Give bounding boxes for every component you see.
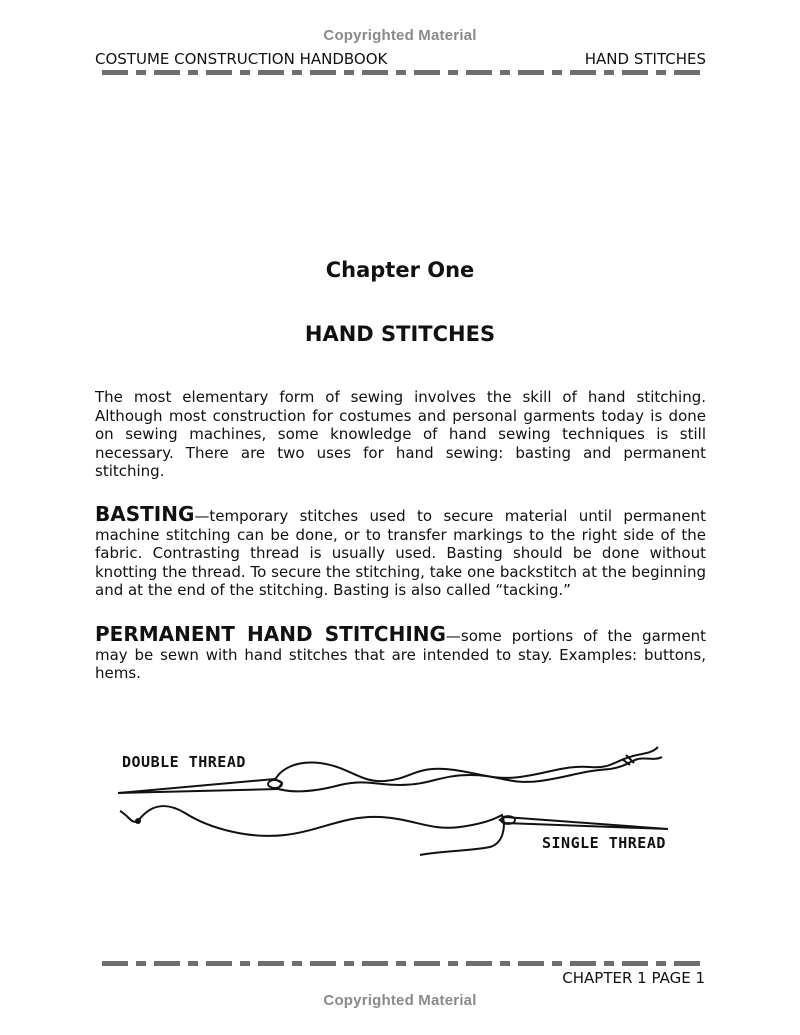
header-dashed-rule bbox=[102, 70, 708, 75]
double-thread-label: DOUBLE THREAD bbox=[122, 753, 246, 771]
watermark-bottom: Copyrighted Material bbox=[323, 992, 477, 1009]
double-thread-needle-icon bbox=[118, 779, 282, 793]
header-book-title: COSTUME CONSTRUCTION HANDBOOK bbox=[95, 50, 388, 68]
basting-term: BASTING bbox=[95, 502, 195, 526]
needle-thread-illustration bbox=[110, 735, 680, 865]
watermark-top: Copyrighted Material bbox=[323, 27, 477, 44]
permanent-stitching-term: PERMANENT HAND STITCHING bbox=[95, 622, 446, 646]
intro-paragraph: The most elementary form of sewing involves the skill of hand stitching. Although most construction for costumes and personal garments today is done on sewing machines, some knowledge of hand sewing techniques is still necessary. There are two uses for hand sewing: basting and permanent stitching. bbox=[95, 388, 706, 480]
basting-definition: —temporary stitches used to secure material until permanent machine stitching can be done, or to transfer markings to the right side of the fabric. Contrasting thread is usually used. Basting should be done without knotting the thread. To secure the stitching, take one backstitch at the beginning and at the end of the stitching. Basting is also called “tacking.” bbox=[95, 507, 706, 599]
single-thread-strand bbox=[120, 806, 504, 855]
permanent-stitching-definition: —some portions of the garment may be sewn with hand stitches that are intended to stay. Examples: buttons, hems. bbox=[95, 627, 706, 682]
section-title: HAND STITCHES bbox=[304, 322, 496, 346]
footer-dashed-rule bbox=[102, 961, 708, 966]
page-number: CHAPTER 1 PAGE 1 bbox=[562, 969, 705, 987]
running-header bbox=[95, 50, 706, 68]
header-chapter-name: HAND STITCHES bbox=[584, 50, 706, 68]
permanent-stitching-paragraph bbox=[95, 622, 706, 683]
single-thread-needle-icon bbox=[500, 817, 668, 829]
basting-paragraph bbox=[95, 502, 706, 600]
chapter-title: Chapter One bbox=[325, 258, 475, 282]
double-thread-knot bbox=[622, 755, 662, 765]
single-thread-label: SINGLE THREAD bbox=[542, 834, 666, 852]
